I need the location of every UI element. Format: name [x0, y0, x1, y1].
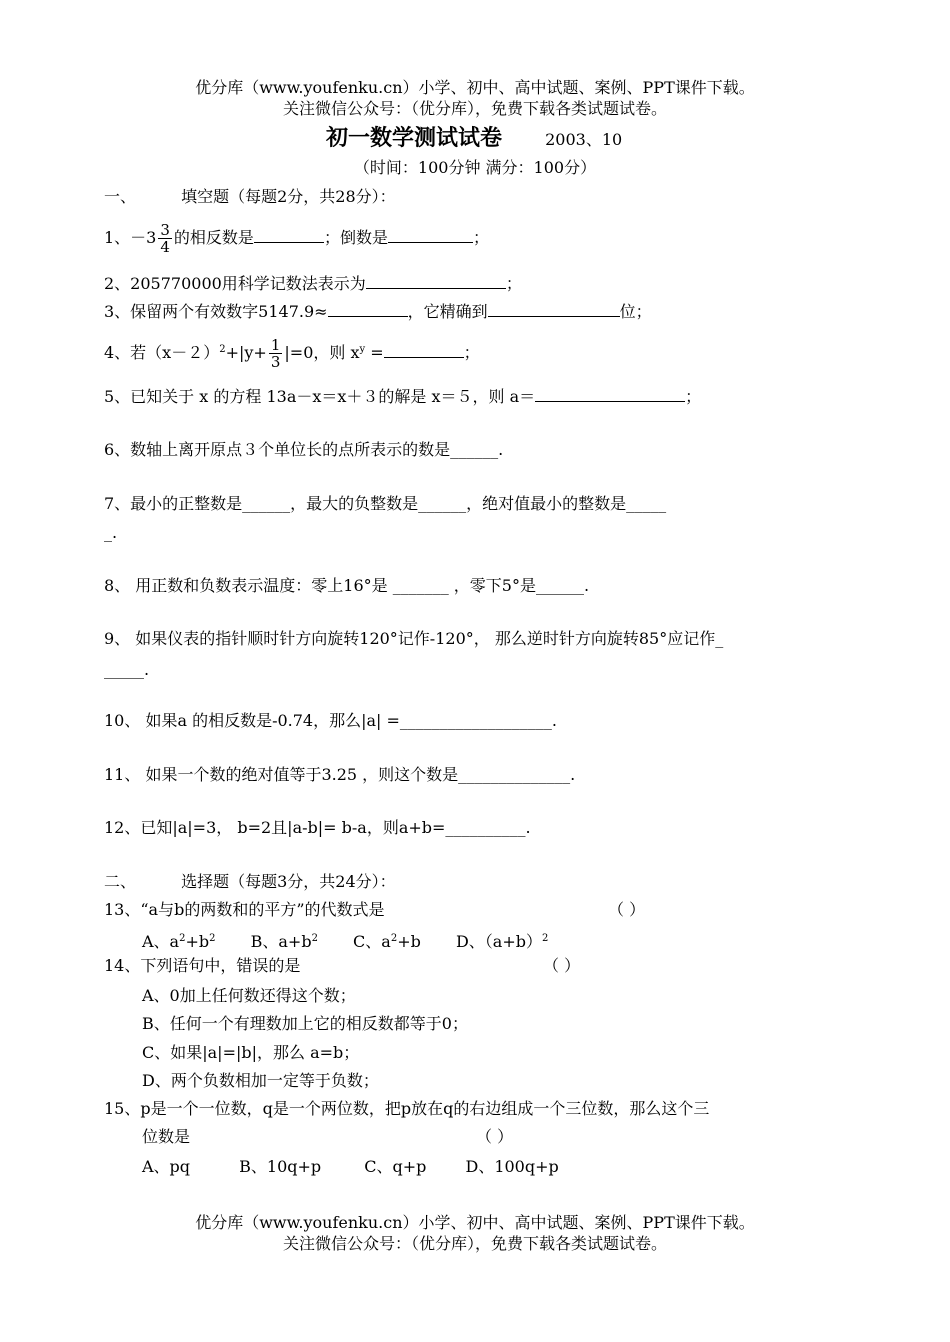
- header-line-1: 优分库（www.youfenku.cn）小学、初中、高中试题、案例、PPT课件下载。: [195, 78, 755, 97]
- q4-text-b: +|y+: [225, 343, 267, 362]
- header-line-2: 关注微信公众号：（优分库），免费下载各类试题试卷。: [282, 99, 667, 118]
- question-10: 10、 如果a 的相反数是-0.74，那么|a| =___________________.: [104, 711, 558, 730]
- question-7-cont: _.: [104, 523, 118, 542]
- question-4: [104, 330, 480, 373]
- question-5: [104, 385, 701, 407]
- q4-end: ；: [463, 343, 480, 362]
- question-13: 13、“a与b的两数和的平方”的代数式是: [104, 900, 385, 919]
- q2-blank[interactable]: [366, 272, 506, 289]
- q2-end: ；: [505, 274, 522, 293]
- question-12: [104, 818, 531, 838]
- q15-option-b[interactable]: B、10q+p: [239, 1157, 322, 1176]
- q4-sup-y: y: [359, 344, 366, 355]
- q1-frac-num: 3: [160, 221, 170, 239]
- section-2-label: 选择题（每题3分，共24分）：: [181, 872, 396, 891]
- question-8: 8、 用正数和负数表示温度：零上16°是 _______ ，零下5°是______.: [104, 576, 590, 595]
- q14-option-a[interactable]: A、0加上任何数还得这个数；: [142, 986, 356, 1005]
- q13-options: [142, 929, 548, 952]
- section-1-num: 一、: [104, 187, 137, 206]
- q5-end: ；: [685, 387, 702, 406]
- q15-option-a[interactable]: A、pq: [142, 1157, 191, 1176]
- q5-blank[interactable]: [535, 385, 685, 402]
- q1-text-d: ；: [472, 228, 489, 247]
- question-9-cont: _____.: [104, 660, 150, 679]
- q3-text-a: 3、保留两个有效数字5147.9≈: [104, 302, 328, 321]
- q3-blank-2[interactable]: [488, 300, 620, 317]
- q4-fraction: [269, 337, 283, 370]
- q5-text: 5、已知关于 x 的方程 13a－x＝x＋３的解是 x＝５，则 a＝: [104, 387, 536, 406]
- footer-line-1: 优分库（www.youfenku.cn）小学、初中、高中试题、案例、PPT课件下载。: [195, 1213, 755, 1232]
- question-9: 9、 如果仪表的指针顺时针方向旋转120°记作-120°， 那么逆时针方向旋转85°应记作_: [104, 629, 724, 648]
- q12-end: _.: [517, 818, 531, 837]
- q14-answer-paren[interactable]: （ ）: [543, 956, 581, 975]
- q13-option-c[interactable]: C、$a^2+b$: [353, 932, 421, 951]
- q15-option-d[interactable]: D、100q+p: [465, 1157, 559, 1176]
- question-15-cont: 位数是: [142, 1127, 191, 1146]
- q15-answer-paren[interactable]: （ ）: [476, 1127, 514, 1146]
- q3-text-b: ，它精确到: [407, 302, 488, 321]
- question-3: [104, 300, 652, 322]
- q4-text-c: |=0，则 x: [284, 343, 360, 362]
- q4-frac-den: 3: [270, 353, 281, 371]
- q13-answer-paren[interactable]: （ ）: [608, 900, 646, 919]
- title-main: 初一数学测试试卷: [326, 125, 503, 151]
- q14-option-d[interactable]: D、两个负数相加一定等于负数；: [142, 1071, 379, 1090]
- exam-subtitle: （时间：100分钟 满分：100分）: [353, 158, 597, 177]
- q4-sup: 2: [219, 344, 226, 355]
- q15-options: [142, 1157, 559, 1177]
- q1-blank-1[interactable]: [254, 226, 324, 243]
- q13-option-d[interactable]: D、$(a+b)^2$: [455, 932, 549, 951]
- q4-blank[interactable]: [384, 341, 464, 358]
- q3-blank-1[interactable]: [328, 300, 408, 317]
- question-6: 6、数轴上离开原点３个单位长的点所表示的数是______.: [104, 440, 504, 459]
- section-1-label: 填空题（每题2分，共28分）：: [181, 187, 396, 206]
- question-1: [104, 218, 489, 258]
- section-2-num: 二、: [104, 872, 137, 891]
- q1-text-b: 的相反数是: [173, 228, 254, 247]
- q13-option-a[interactable]: A、$a^2+b^2$: [142, 932, 216, 951]
- exam-title: [326, 125, 623, 151]
- q12-text: 12、已知|a|=3， b=2且|a-b|= b-a，则a+b=_________: [104, 818, 518, 837]
- q1-fraction: [158, 222, 172, 255]
- q14-option-b[interactable]: B、任何一个有理数加上它的相反数都等于0；: [142, 1014, 468, 1033]
- q1-frac-den: 4: [160, 238, 170, 256]
- section-1-heading: [104, 187, 396, 207]
- question-11: 11、 如果一个数的绝对值等于3.25 ，则这个数是______________.: [104, 765, 576, 784]
- title-date: 2003、10: [545, 130, 623, 149]
- q14-option-c[interactable]: C、如果|a|=|b|，那么 a=b；: [142, 1043, 360, 1062]
- q2-text: 2、205770000用科学记数法表示为: [104, 274, 366, 293]
- q15-option-c[interactable]: C、q+p: [364, 1157, 427, 1176]
- question-15: 15、p是一个一位数，q是一个两位数，把p放在q的右边组成一个三位数，那么这个三: [104, 1099, 710, 1118]
- q1-blank-2[interactable]: [388, 226, 473, 243]
- footer-line-2: 关注微信公众号：（优分库），免费下载各类试题试卷。: [282, 1234, 667, 1253]
- q1-prefix: 1、－3: [104, 228, 157, 247]
- q4-text-d: =: [365, 343, 384, 362]
- section-2-heading: [104, 872, 396, 892]
- q13-option-b[interactable]: B、$a+b^2$: [250, 932, 318, 951]
- question-7: 7、最小的正整数是______，最大的负整数是______，绝对值最小的整数是_____: [104, 494, 667, 513]
- q4-frac-num: 1: [270, 336, 281, 354]
- question-14: 14、下列语句中，错误的是: [104, 956, 301, 975]
- question-2: [104, 272, 522, 294]
- q3-text-c: 位；: [619, 302, 652, 321]
- q1-text-c: ；倒数是: [323, 228, 388, 247]
- q4-text-a: 4、若（x－２）: [104, 343, 220, 362]
